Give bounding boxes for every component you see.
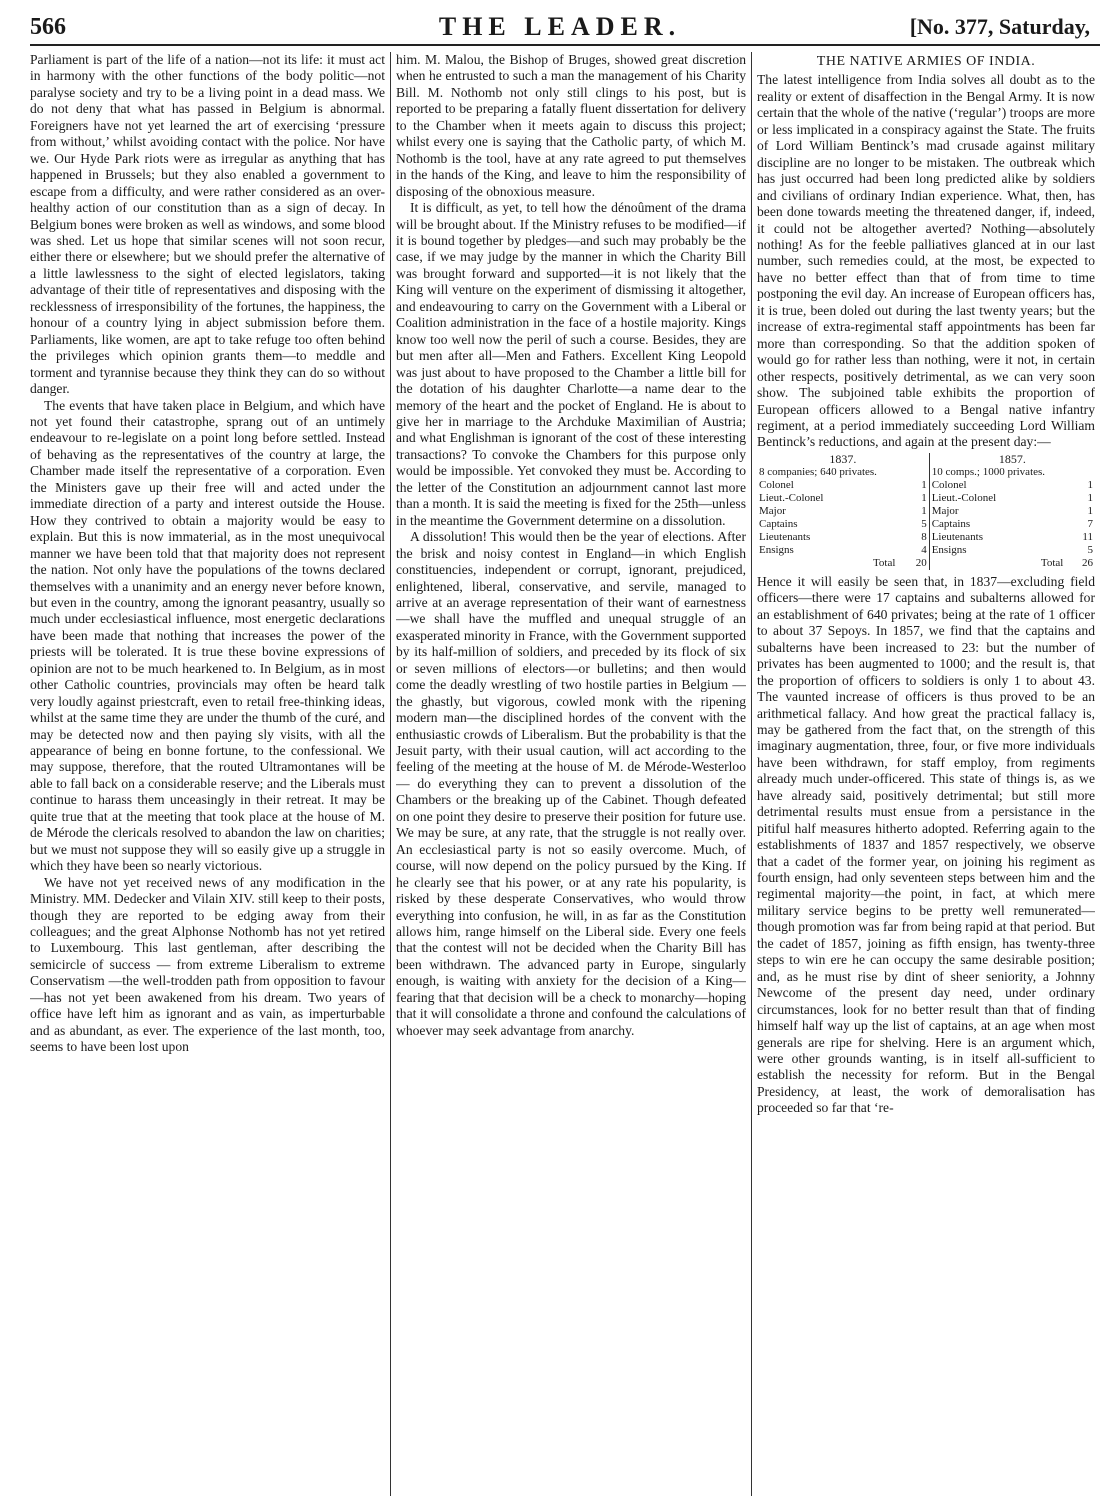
table-total-row [757, 557, 1095, 570]
row-value: 4 [921, 543, 927, 556]
column-1 [30, 52, 385, 1496]
row-label: Ensigns [929, 544, 1065, 557]
row-value: 1 [921, 504, 927, 517]
section-title: THE NATIVE ARMIES OF INDIA. [816, 54, 1036, 69]
total-1837: 20 [915, 556, 927, 569]
row-label: Lieut.-Colonel [759, 491, 824, 504]
paragraph: A dissolution! This would then be the year of elections. After the brisk and noisy contest in England—in which English constituencies, independent or corrupt, ignorant, prejudiced, enlightened, liberal, conservative, and servile, managed to arrive at an average representation of their want of earnestness —we shall have the muffled and unequal struggle of an exasperated minority in France, with the Government supported by its half-million of soldiers, and preceded by its flock of six or seven millions of electors—or bulletins; and then would come the deadly wrestling of two hostile parties in Belgium —the ghastly, but vigorous, cowled monk with the ripening modern man—the disciplined hordes of the convent with the enthusiastic crowds of Liberalism. But the probability is that the Jesuit party, with their usual caution, will act according to the feeling of the meeting at the house of M. de Mérode-Westerloo — do everything they can to prevent a dissolution of the Chambers or the breaking up of the Cabinet. Though defeated on one point they desire to preserve their position for future use. We may be sure, at any rate, that the struggle is not really over. An ecclesiastical party is not so easily overcome. Much, of course, will now depend on the policy pursued by the King. If he clearly see that his power, or at any rate his popularity, is risked by these desperate Conservatives, who would throw everything into confusion, he will, in as far as the Constitution allows him, range himself on the Liberal side. Every one feels that the contest will not be decided when the Charity Bill has been withdrawn. The advanced party in Europe, singularly enough, is waiting with anxiety for the decision of a King—fearing that that decision will be a check to monarchy—hoping that it will consolidate a throne and confound the calculations of whoever may seek advantage from anarchy. [396, 529, 746, 1038]
row-value: 1 [1087, 491, 1093, 504]
column-2 [396, 52, 746, 1496]
table-row [757, 518, 1095, 531]
paragraph: We have not yet received news of any modification in the Ministry. MM. Dedecker and Vilain XIV. still keep to their posts, though they are reported to be edging away from their colleagues; and the great Alphonse Nothomb has not yet retired to Luxembourg. This last gentleman, after describing the semicircle of success — from extreme Liberalism to extreme Conservatism —the well-trodden path from opposition to favour—has not yet been awakened from his dream. Two years of office have left him as ignorant and as vain, as imperturbable and as abundant, as ever. The experience of the last month, too, seems to have been lost upon [30, 874, 385, 1055]
table-subheader-1857: 10 comps.; 1000 privates. [929, 466, 1095, 479]
table-row [757, 492, 1095, 505]
header-rule [30, 44, 1100, 46]
table-row [757, 505, 1095, 518]
total-label: Total [929, 557, 1065, 570]
masthead-title: THE LEADER. [438, 12, 682, 41]
row-value: 1 [921, 491, 927, 504]
row-value: 1 [921, 478, 927, 491]
row-label: Colonel [759, 478, 794, 491]
table-year-1857: 1857. [929, 453, 1095, 466]
row-label: Major [759, 504, 786, 517]
column-divider [751, 52, 752, 1496]
row-label: Lieutenants [759, 530, 811, 543]
row-label: Lieut.-Colonel [929, 492, 1065, 505]
table-row [757, 479, 1095, 492]
row-label: Lieutenants [929, 531, 1065, 544]
row-value: 5 [1087, 543, 1093, 556]
total-label: Total [872, 556, 896, 569]
paragraph: Parliament is part of the life of a nation—not its life: it must act in harmony with the other functions of the body politic—not paralyse society and try to be a living point in a dead mass. We do not deny that what has passed in Belgium is abnormal. Foreigners have not yet learned the art of exercising ‘pressure from without,’ whilst avoiding contact with the police. Nor have we. Our Hyde Park riots were as irregular as anything that has happened in Brussels; but they also enabled a government to escape from a difficulty, and were rather considered as an over-healthy action of our constitution than as a sign of decay. In Belgium bones were broken as well as windows, and some blood was shed. Let us hope that similar scenes will not soon recur, either there or elsewhere; but we should prefer the alternative of a little lawlessness to the sight of elected legislators, taking advantage of their title of representatives and disposing with the recklessness of irresponsibility of the fortunes, the happiness, the honour of a country lying in abject submission before them. Parliaments, like women, are apt to take refuge too often behind the privileges which opinion grants them—to meddle and torment and tyrannise because they think they can do so without danger. [30, 52, 385, 397]
paragraph: It is difficult, as yet, to tell how the dénoûment of the drama will be brought about. If the Ministry refuses to be modified—if it is bound together by pledges—and such may probably be the case, if we may judge by the manner in which the Charity Bill was brought forward and supported—it is not likely that the King will venture on the experiment of dismissing it altogether, and endeavouring to carry on the Government with a Liberal or Coalition administration in the face of a hostile majority. Kings know too well now the peril of such a course. Besides, they are but men after all—Men and Fathers. Excellent King Leopold was just about to have proposed to the Chamber a little bill for the dotation of his daughter Charlotte—a name dear to the memory of the heart and the pocket of England. He is about to give her in marriage to the Archduke Maximilian of Austria; and what Englishman is ignorant of the cost of these interesting transactions? To convoke the Chambers for this purpose only would be impossible. Yet convoked they must be. According to the letter of the Constitution an adjournment cannot last more than a month. It is said the meeting is fixed for the 25th—unless in the meantime the Government determine on a dissolution. [396, 200, 746, 528]
table-row [757, 531, 1095, 544]
row-value: 5 [921, 517, 927, 530]
row-label: Ensigns [759, 543, 794, 556]
row-label: Colonel [929, 479, 1065, 492]
row-value: 8 [921, 530, 927, 543]
column-divider [390, 52, 391, 1496]
row-label: Major [929, 505, 1065, 518]
row-value: 7 [1087, 517, 1093, 530]
row-value: 1 [1087, 504, 1093, 517]
officer-table [757, 453, 1095, 570]
paragraph: him. M. Malou, the Bishop of Bruges, showed great discretion when he entrusted to such a man the management of his Charity Bill. M. Nothomb not only still clings to his post, but is reported to be preparing a fatally fluent dissertation for delivery to the Chamber when it meets again to discuss this project; whilst every one is saying that the Catholic party, of which M. Nothomb is the tool, have at any rate agreed to put themselves in the hands of the King, and leave to him the responsibility of disposing of the obnoxious measure. [396, 52, 746, 199]
total-1857: 26 [1082, 556, 1093, 569]
table-row [757, 544, 1095, 557]
table-year-1837: 1837. [829, 451, 857, 466]
paragraph: The events that have taken place in Belgium, and which have not yet found their catastrophe, sprang out of an untimely endeavour to re-legislate on a point long before settled. Instead of behaving as the representatives of the country at large, the Chamber made itself the representative of a corporation. Even the Ministers gave up their free will and acted under the immediate direction of a party and interest outside the House. How they contrived to obtain a majority would be easy to explain. But this is now immaterial, as in the most unequivocal manner we have been told that that majority does not represent the nation. Not only have the populations of the towns declared themselves with a unanimity and an energy never before known, but even in the country, among the ignorant peasantry, usually so much under ecclesiastical influence, most energetic declarations have been made that nothing that increases the power of the priests will be tolerated. It is true these bovine expressions of opinion are not to be much hearkened to. In Belgium, as in most other Catholic countries, provincials may often be heard talk very loudly against priestcraft, even to retail free-thinking ideas, whilst at the same time they are under the thumb of the curé, and may be detected now and then paying sly visits, with all the appearance of being en bonne fortune, to the confessional. We may suppose, therefore, that the routed Ultramontanes will be able to fall back on a considerable reserve; and the Liberals must continue to harass them unceasingly in their retreat. It may be quite true that at the meeting that took place at the house of M. de Mérode the clericals resolved to abandon the law on charities; but we must not suppose they will so easily give up a struggle in which they have been so nearly victorious. [30, 397, 385, 874]
row-label: Captains [929, 518, 1065, 531]
paragraph: The latest intelligence from India solves all doubt as to the reality or extent of disaffection in the Bengal Army. It is now certain that the whole of the native (‘regular’) troops are more or less implicated in a conspiracy against the State. The fruits of Lord William Bentinck’s mad crusade against military discipline are no longer to be mistaken. The outbreak which has just occurred had been long predicted alike by soldiers and civilians of ordinary Indian experience. What, then, has been done towards meeting the threatened danger, if, indeed, it could not be altogether averted? Nothing—absolutely nothing! As for the feeble palliatives glanced at in our last number, such remedies could, at the most, be expected to have no better effect than that of from time to time postponing the evil day. An increase of European officers has, it is true, been doled out during the last twenty years; but the increase of extra-regimental staff appointments has been far more than corresponding. So that the addition spoken of would go for rather less than nothing, were it not, in certain other respects, positively detrimental, as we can very soon show. The subjoined table exhibits the proportion of European officers allowed to a Bengal native infantry regiment, at a period immediately succeeding Lord William Bentinck’s reductions, and again at the present day:— [757, 72, 1095, 450]
row-value: 1 [1087, 478, 1093, 491]
table-subheader-1837: 8 companies; 640 privates. [759, 465, 877, 478]
page-number: 566 [30, 14, 66, 40]
paragraph: Hence it will easily be seen that, in 1837—excluding field officers—there were 17 captains and subalterns allowed for an establishment of 640 privates; being at the rate of 1 officer to about 37 Sepoys. In 1857, we find that the captains and subalterns have been increased to 23: but the number of privates has been augmented to 1000; and the result is, that the proportion of officers to soldiers is only 1 to about 43. The vaunted increase of officers is thus proved to be an arithmetical fallacy. And how great the practical fallacy is, may be gathered from the fact that, on the strength of this imaginary augmentation, three, four, or five more individuals have been withdrawn, for staff employ, from regiments already much under-officered. This state of things is, as we have already said, positively detrimental; but still more detrimental results must ensue from a persistance in the pitiful half measures hitherto adopted. Referring again to the establishments of 1837 and 1857 respectively, we observe that a cadet of the former year, on joining his regiment as fourth ensign, had only seventeen steps between him and the regimental majority—the point, in fact, at which mere military service begins to be pretty well remunerated—though promotion was far from being rapid at that period. But the cadet of 1857, joining as fifth ensign, has twenty-three steps to win ere he can occupy the same desirable position; and, as he must rise by dint of sheer seniority, a Johnny Newcome of the present day need, under ordinary circumstances, look for no better result than that of finding himself half way up the list of captains, at an age when most generals are ripe for shelving. Here is an argument which, were other grounds wanting, is in itself all-sufficient to establish the necessity for reform. But in the Bengal Presidency, at least, the work of demoralisation has proceeded so far that ‘re- [757, 573, 1095, 1116]
row-value: 11 [1082, 530, 1093, 543]
column-3 [757, 52, 1095, 1496]
issue-number: [No. 377, Saturday, [909, 14, 1090, 39]
row-label: Captains [759, 517, 798, 530]
